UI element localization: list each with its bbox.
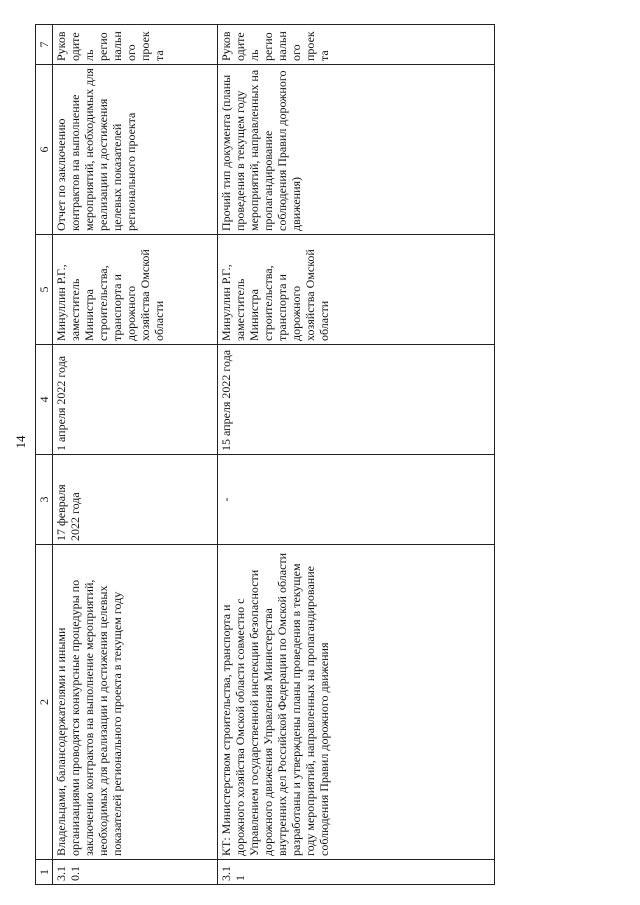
column-header: 4 <box>36 345 53 455</box>
row-result: Прочий тип документа (планы проведения в текущем году мероприятий, направленных на пропагандирование соблюдения Правил дорожного движения) <box>218 65 495 235</box>
plan-table-sheet <box>35 25 495 885</box>
table-header-row <box>36 25 53 885</box>
row-end-date: 15 апреля 2022 года <box>218 345 495 455</box>
row-description: КТ: Министерством строительства, транспорта и дорожного хозяйства Омской области совместно с Управлением государственной инспекции безопасности дорожного движения Управления Министерства внутренних дел Российской Федерации по Омской области разработаны и утверждены планы проведения в текущем году мероприятий, направленных на пропагандирование соблюдения Правил дорожного движения <box>218 545 495 860</box>
plan-table <box>35 24 495 885</box>
row-result: Отчет по заключению контрактов на выполнение мероприятий, необходимых для реализации и достижения целевых показателей регионального проекта <box>53 65 218 235</box>
column-header: 2 <box>36 545 53 860</box>
row-description: Владельцами, балансодержателями и иными организациями проводятся конкурсные процедуры по заключению контрактов на выполнение мероприятий, необходимых для реализации и достижения целевых показателей регионального проекта в текущем году <box>53 545 218 860</box>
column-header: 3 <box>36 455 53 545</box>
column-header: 5 <box>36 235 53 345</box>
row-number: 3.10.1 <box>53 860 218 885</box>
page-number: 14 <box>13 435 28 449</box>
row-responsible: Минуллин Р.Г., заместитель Министра строительства, транспорта и дорожного хозяйства Омской области <box>53 235 218 345</box>
row-start-date: 17 февраля 2022 года <box>53 455 218 545</box>
row-number: 3.11 <box>218 860 495 885</box>
row-control-level: Руководитель регионального проекта <box>53 25 218 65</box>
column-header: 7 <box>36 25 53 65</box>
table-row <box>53 25 218 885</box>
table-row <box>218 25 495 885</box>
column-header: 6 <box>36 65 53 235</box>
row-control-level: Руководитель регионального проекта <box>218 25 495 65</box>
row-end-date: 1 апреля 2022 года <box>53 345 218 455</box>
column-header: 1 <box>36 860 53 885</box>
row-start-date: - <box>218 455 495 545</box>
row-responsible: Минуллин Р.Г., заместитель Министра строительства, транспорта и дорожного хозяйства Омской области <box>218 235 495 345</box>
